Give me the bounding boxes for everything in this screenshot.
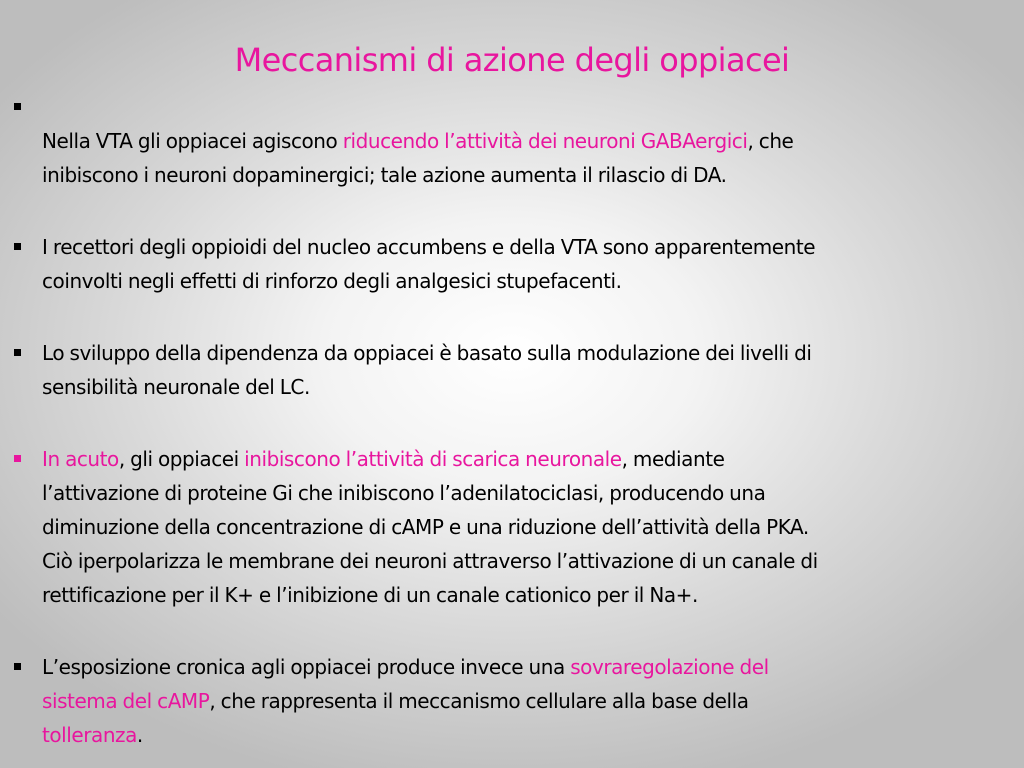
highlighted-text: riducendo l’attività dei neuroni GABAergici [342,129,748,153]
bullet-line: Ciò iperpolarizza le membrane dei neuroni attraverso l’attivazione di un canale di [42,549,818,573]
bullet-line: inibiscono i neuroni dopaminergici; tale azione aumenta il rilascio di DA. [42,163,727,187]
bullet-item [14,650,1014,752]
slide-body [14,90,1014,752]
bullet-marker [14,103,21,110]
bullet-line: sistema del cAMP, che rappresenta il meccanismo cellulare alla base della [42,689,749,713]
bullet-marker [14,349,21,356]
bullet-line: tolleranza. [42,723,143,747]
spacer [14,612,1014,650]
bullet-line: In acuto, gli oppiacei inibiscono l’attività di scarica neuronale, mediante [42,447,725,471]
bullet-item [14,230,1014,298]
bullet-line: Nella VTA gli oppiacei agiscono riducendo l’attività dei neuroni GABAergici, che [42,129,794,153]
slide-title: Meccanismi di azione degli oppiacei [234,41,790,79]
highlighted-text: tolleranza [42,723,137,747]
spacer [14,192,1014,230]
highlighted-text: In acuto [42,447,119,471]
bullet-item [14,336,1014,404]
bullet-item [14,90,1014,192]
spacer [14,298,1014,336]
bullet-marker [14,455,21,462]
bullet-line: Lo sviluppo della dipendenza da oppiacei è basato sulla modulazione dei livelli di [42,341,812,365]
highlighted-text: sovraregolazione del [570,655,769,679]
bullet-item [14,442,1014,612]
bullet-line: I recettori degli oppioidi del nucleo accumbens e della VTA sono apparentemente [42,235,816,259]
highlighted-text: sistema del cAMP [42,689,210,713]
bullet-line: rettificazione per il K+ e l’inibizione di un canale cationico per il Na+. [42,583,698,607]
bullet-line: L’esposizione cronica agli oppiacei produce invece una sovraregolazione del [42,655,769,679]
bullet-line: diminuzione della concentrazione di cAMP e una riduzione dell’attività della PKA. [42,515,809,539]
highlighted-text: inibiscono l’attività di scarica neuronale [244,447,622,471]
bullet-line: coinvolti negli effetti di rinforzo degli analgesici stupefacenti. [42,269,622,293]
bullet-marker [14,663,21,670]
spacer [14,404,1014,442]
bullet-marker [14,243,21,250]
bullet-line: l’attivazione di proteine Gi che inibiscono l’adenilatociclasi, producendo una [42,481,766,505]
bullet-line: sensibilità neuronale del LC. [42,375,310,399]
